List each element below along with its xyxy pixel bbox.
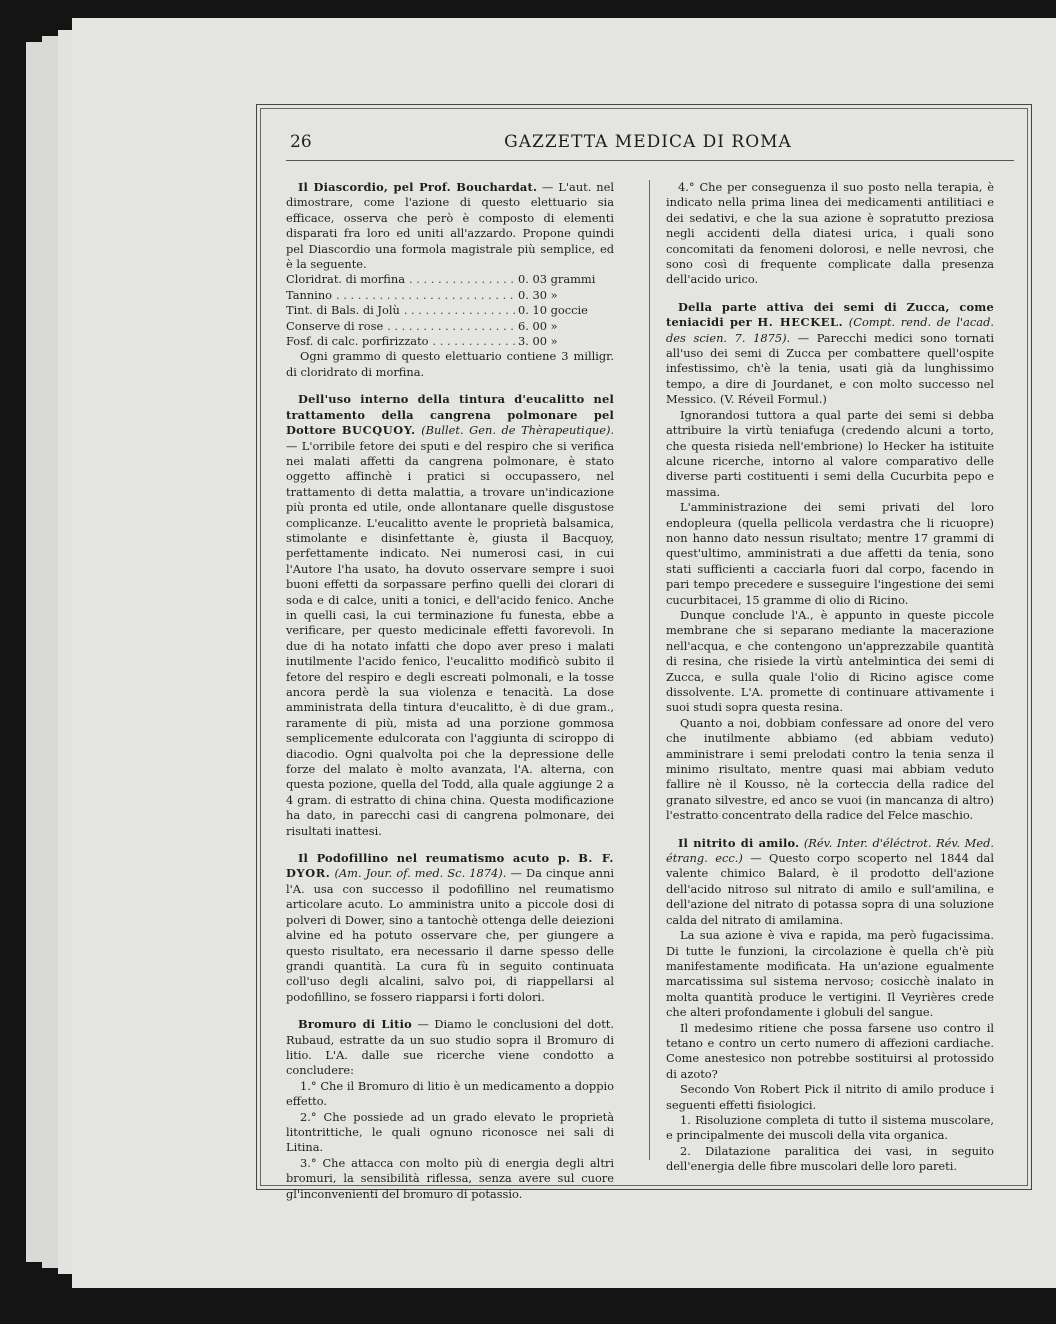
formula-row [286, 272, 614, 287]
list-item: 2. Dilatazione paralitica dei vasi, in seguito dell'energia delle fibre muscolari delle loro pareti. [666, 1143, 994, 1174]
article-title: Il Podofillino nel reumatismo acuto p. [298, 851, 571, 866]
article-title: Il nitrito di amilo. [678, 835, 800, 850]
formula-row [286, 334, 614, 349]
article-text: — L'orribile fetore dei sputi e del respiro che si verifica nei malati affetti da cangrena polmonare, è stato oggetto affinchè i pratici si occupassero, nel trattamento di detta malattia, a trovare un'indicazione più pronta ed utile, onde allontanare quelle disgustose complicanze. L'eucalitto avente le proprietà balsamica, stimolante e disinfettante è, giusta il Bacquoy, perfettamente indicato. Nei numerosi casi, in cui l'Autore l'ha usato, ha dovuto osservare sempre i suoi buoni effetti da sorpassare perfino quelli dei clorari di soda e di calce, uniti a tonici, e dell'acido fenico. Anche in quelli casi, la cui terminazione fu funesta, ebbe a verificare, per questo medicinale effetti favorevoli. In due di ha notato infatti che dopo aver preso i malati inutilmente l'acido fenico, l'eucalitto modificò subito il fetore del respiro e degli escreati polmonali, e la tosse ancora perdè la sua violenza e tenacità. La dose amministrata della tintura d'eucalitto, è di due gram., raramente di più, mista ad una porzione gommosa semplicemente edulcorata con l'aggiunta di sciroppo di diacodio. Ogni qualvolta poi che la depressione delle forze del malato è molto avanzata, l'A. alterna, con questa pozione, quella del Todd, alla quale aggiunge 2 a 4 gram. di estratto di china china. Questa modificazione ha dato, in parecchi casi di cangrena polmonare, dei risultati inattesi. [286, 438, 614, 838]
formula-quantity: 0. 30 » [518, 287, 558, 302]
article-nitrito-amilo [666, 836, 994, 1175]
paragraph: Dunque conclude l'A., è appunto in queste piccole membrane che si separano mediante la macerazione nell'acqua, e che contengono un'apprezzabile quantità di resina, che risiede la virtù antelmintica dei semi di Zucca, e sulla quale l'olio di Ricino agisce come dissolvente. L'A. promette di continuare attivamente i suoi studi sopra questa resina. [666, 607, 994, 715]
column-divider [649, 180, 650, 1160]
paragraph [286, 851, 614, 1005]
paragraph: Ogni grammo di questo elettuario contiene 3 milligr. di cloridrato di morfina. [286, 349, 614, 379]
article-text: — Diamo le conclusioni del dott. Rubaud, estratte da un suo studio sopra il Bromuro di litio. L'A. dalle sue ricerche viene condotto a concludere: [286, 1017, 614, 1078]
list-item: 2.° Che possiede ad un grado elevato le proprietà litontrittiche, le quali ognuno riconosce nei sali di Litina. [286, 1109, 614, 1155]
paragraph [286, 180, 614, 272]
list-item: 1. Risoluzione completa di tutto il sistema muscolare, e principalmente dei muscoli della vita organica. [666, 1112, 994, 1143]
article-title: Dell'uso interno della tintura d'eucalitto nel trattamento della cangrena polmonare pel Dottore [286, 392, 614, 438]
article-citation: (Rév. Inter. d'éléctrot. Rév. Med. étrang. ecc.) [666, 835, 994, 866]
article-zucca [666, 300, 994, 824]
formula-ingredient: Cloridrat. di morfina [286, 272, 406, 287]
right-column [666, 180, 994, 1187]
formula-row [286, 288, 614, 303]
article-title: Bromuro di Litio [298, 1017, 412, 1032]
formula-ingredient: Conserve di rose [286, 318, 384, 333]
paragraph [286, 1017, 614, 1079]
paragraph: Il medesimo ritiene che possa farsene uso contro il tetano e contro un certo numero di affezioni cardiache. Come anestesico non potrebbe sostituirsi al protossido di azoto? [666, 1020, 994, 1081]
article-bromuro [286, 1017, 614, 1202]
formula-row [286, 319, 614, 334]
article-author: H. HECKEL. [757, 315, 844, 330]
journal-title: GAZZETTA MEDICA DI ROMA [504, 132, 792, 152]
article-podofillino [286, 851, 614, 1005]
formula-ingredient: Tannino [286, 287, 333, 302]
article-citation: (Bullet. Gen. de Thèrapeutique). [421, 423, 615, 438]
article-bromuro-continued [666, 180, 994, 288]
paragraph: Secondo Von Robert Pick il nitrito di amilo produce i seguenti effetti fisiologici. [666, 1082, 994, 1112]
article-title: Il Diascordio, pel Prof. Bouchardat. [298, 180, 538, 194]
list-item: 4.° Che per conseguenza il suo posto nella terapia, è indicato nella prima linea dei medicamenti antilitiaci e dei sedativi, e che la sua azione è sopratutto preziosa negli accidenti della diatesi urica, i quali sono concomitati da fenomeni dolorosi, e nelle nevrosi, che sono così di frequente complicate dalla presenza dell'acido urico. [666, 180, 994, 287]
paragraph [666, 300, 994, 408]
list-item: 3.° Che attacca con molto più di energia degli altri bromuri, la sensibilità riflessa, senza avere sul cuore gl'inconvenienti del bromuro di potassio. [286, 1155, 614, 1201]
formula-ingredient: Tint. di Bals. di Jolù [286, 303, 400, 318]
paragraph [286, 392, 614, 839]
article-title: Della parte attiva dei semi di Zucca, come teniacidi per [666, 299, 994, 330]
paragraph [666, 836, 994, 928]
page-header [290, 132, 1006, 162]
paragraph: Quanto a noi, dobbiam confessare ad onore del vero che inutilmente abbiamo (ed abbiam veduto) amministrare i semi prelodati contro la tenia senza il minimo risultato, mentre quasi mai abbiam veduto fallire nè il Kousso, nè la corteccia della radice del granato silvestre, ed anco se vuoi (in mancanza di altro) l'estratto concentrato della radice del Felce maschio. [666, 715, 994, 823]
header-rule [286, 160, 1014, 161]
article-citation: (Am. Jour. of. med. Sc. 1874). [334, 866, 507, 881]
paragraph: Ignorandosi tuttora a qual parte dei semi si debba attribuire la virtù teniafuga (credendo alcuni a torto, che questa risieda nell'embrione) lo Hecker ha istituite alcune ricerche, intorno al valore comparativo delle diverse parti costituenti i semi della Cucurbita pepo e massima. [666, 407, 994, 499]
formula-ingredient: Fosf. di calc. porfirizzato [286, 334, 429, 349]
article-text: — Parecchi medici sono tornati all'uso dei semi di Zucca per combattere quell'ospite infestissimo, ch'è la tenia, usati già da lunghissimo tempo, a dire di Jourdanet, e con molto successo nel Messico. (V. Réveil Formul.) [666, 330, 994, 407]
paragraph: La sua azione è viva e rapida, ma però fugacissima. Di tutte le funzioni, la circolazione è quella ch'è più manifestamente modificata. Ha un'azione egualmente marcatissima sul sistema nervoso; cosicchè inalato in molta quantità produce le vertigini. Il Veyrières crede che alteri profondamente i globuli del sangue. [666, 928, 994, 1020]
left-column [286, 180, 614, 1214]
formula-quantity: 0. 03 grammi [518, 272, 596, 287]
article-eucalitto [286, 392, 614, 839]
article-text: — Da cinque anni l'A. usa con successo il podofillino nel reumatismo articolare acuto. Lo amministra unito a piccole dosi di polveri di Dower, sino a tantochè ottenga delle deiezioni alvine ed ha potuto osservare che, per giungere a questo risultato, era necessario il darne spesso delle grandi quantità. La cura fù in seguito continuata coll'uso degli alcalini, salvo poi, di riappellarsi al podofillino, se fossero riapparsi i forti dolori. [286, 866, 614, 1004]
article-author: B. F. DYOR. [286, 851, 615, 881]
page-number: 26 [290, 132, 312, 152]
article-diascordio [286, 180, 614, 380]
list-item: 1.° Che il Bromuro di litio è un medicamento a doppio effetto. [286, 1078, 614, 1109]
formula [286, 272, 614, 349]
formula-quantity: 0. 10 goccie [518, 303, 588, 318]
article-text: — L'aut. nel dimostrare, come l'azione di questo elettuario sia efficace, osserva che però è composto di elementi disparati fra loro ed uniti all'azzardo. Propone quindi pel Diascordio una formola magistrale più semplice, ed è la seguente. [286, 180, 614, 272]
article-citation: (Compt. rend. de l'acad. des scien. 7. 1875). [666, 315, 994, 345]
article-author: BUCQUOY. [341, 423, 416, 438]
formula-quantity: 6. 00 » [518, 318, 558, 333]
paragraph: L'amministrazione dei semi privati del loro endopleura (quella pellicola verdastra che li ricuopre) non hanno dato nessun risultato; mentre 17 grammi di quest'ultimo, amministrati a due affetti da tenia, sono stati sufficienti a cacciarla fuori dal corpo, facendo in pari tempo precedere e susseguire l'ingestione dei semi cucurbitacei, 15 gramme di olio di Ricino. [666, 500, 994, 607]
formula-quantity: 3. 00 » [518, 334, 558, 349]
formula-row [286, 303, 614, 318]
article-text: — Questo corpo scoperto nel 1844 dal valente chimico Balard, è il prodotto dell'azione dell'acido nitroso sul nitrato di amilo e sull'amilina, e dell'azione del nitrato di potassa sopra di una soluzione calda del nitrato di amilamina. [666, 851, 994, 927]
